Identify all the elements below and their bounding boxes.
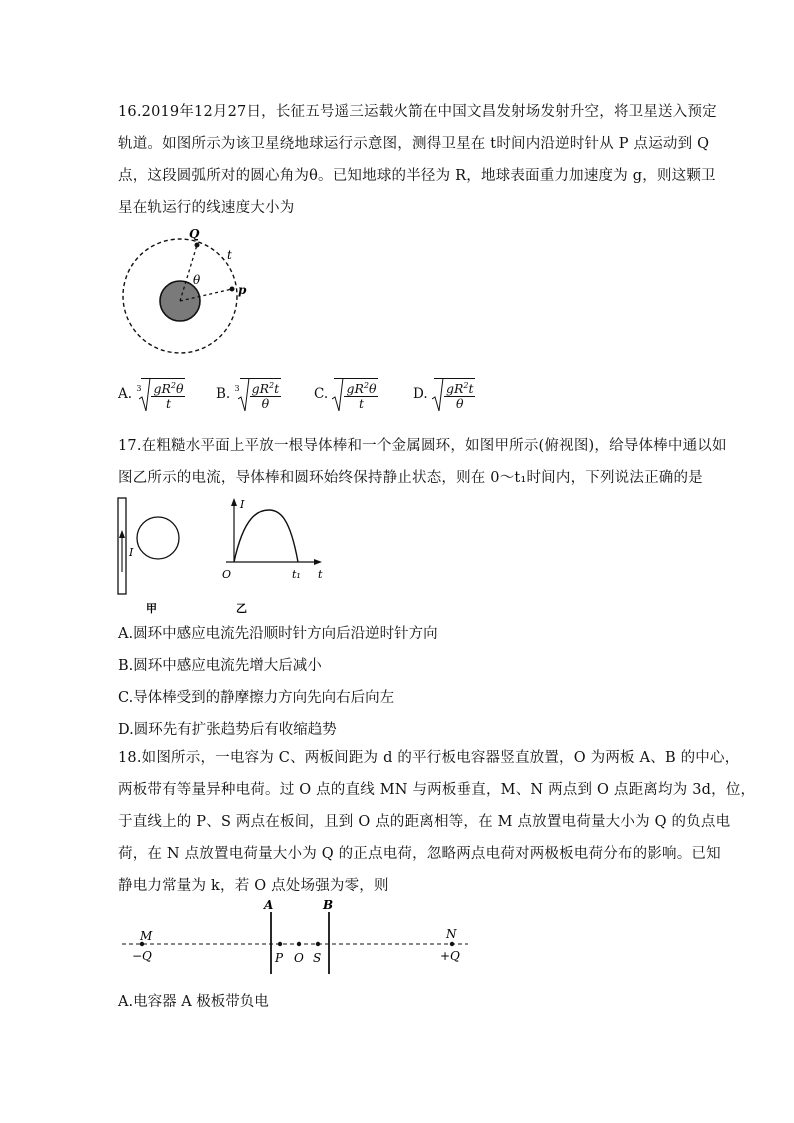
current-curve xyxy=(234,510,298,562)
label-t1: t₁ xyxy=(292,568,301,581)
t-axis-arrow-icon xyxy=(314,559,322,565)
label-p: p xyxy=(238,283,247,297)
satellite-orbit-figure xyxy=(118,222,288,368)
q16-option-a[interactable]: A. 3 $\frac{gR^2\theta}{t}$ xyxy=(118,378,185,411)
q16-line: 星在轨运行的线速度大小为 xyxy=(118,200,295,216)
point-p xyxy=(278,942,282,946)
question-16-text xyxy=(118,96,717,224)
q18-line: 静电力常量为 k，若 O 点处场强为零，则 xyxy=(118,878,389,894)
q18-line: 于直线上的 P、S 两点在板间，且到 O 点的距离相等，在 M 点放置电荷量大小为 Q 的负点电 xyxy=(118,814,731,830)
point-s xyxy=(316,942,320,946)
q17-line: 17.在粗糙水平面上平放一根导体棒和一个金属圆环，如图甲所示(俯视图)，给导体棒中通以如 xyxy=(118,438,727,454)
label-m: M xyxy=(140,929,153,943)
q17-option-c[interactable]: C.导体棒受到的静摩擦力方向先向右后向左 xyxy=(118,690,395,706)
capacitor-figure xyxy=(118,896,478,978)
q16-line: 点，这段圆弧所对的圆心角为θ。已知地球的半径为 R，地球表面重力加速度为 g，则这颗卫 xyxy=(118,168,716,184)
label-q: Q xyxy=(189,227,200,241)
label-p: P xyxy=(275,951,284,965)
caption-jia: 甲 xyxy=(146,602,157,615)
label-t: t xyxy=(227,248,232,262)
q16-option-d[interactable]: D. $\frac{gR^2t}{\theta}$ xyxy=(413,378,475,411)
label-plate-a: A xyxy=(264,898,274,912)
label-s: S xyxy=(313,951,322,965)
point-p xyxy=(230,287,235,292)
q17-line: 图乙所示的电流，导体棒和圆环始终保持静止状态，则在 0～t₁时间内，下列说法正确的是 xyxy=(118,470,703,486)
q16-line: 轨道。如图所示为该卫星绕地球运行示意图，测得卫星在 t时间内沿逆时针从 P 点运动到 Q xyxy=(118,136,710,152)
q18-option-a[interactable]: A.电容器 A 极板带负电 xyxy=(118,994,269,1010)
label-pos-q: +Q xyxy=(440,949,460,963)
q17-option-a[interactable]: A.圆环中感应电流先沿顺时针方向后沿逆时针方向 xyxy=(118,626,438,642)
i-axis-arrow-icon xyxy=(231,498,237,506)
q18-line: 两板带有等量异种电荷。过 O 点的直线 MN 与两板垂直，M、N 两点到 O 点距离均为 3d，位， xyxy=(118,782,756,798)
label-rod-current: I xyxy=(129,546,134,559)
q16-line: 16.2019年12月27日，长征五号遥三运载火箭在中国文昌发射场发射升空，将卫星送入预定 xyxy=(118,104,717,120)
point-o xyxy=(297,942,301,946)
point-q xyxy=(195,243,200,248)
rod-ring-figure xyxy=(112,496,192,618)
q18-line: 荷，在 N 点放置电荷量大小为 Q 的正点电荷，忽略两点电荷对两极板电荷分布的影响。已知 xyxy=(118,846,721,862)
label-theta: θ xyxy=(193,273,201,287)
q17-option-b[interactable]: B.圆环中感应电流先增大后减小 xyxy=(118,658,322,674)
metal-ring xyxy=(137,517,179,559)
point-n xyxy=(450,942,454,946)
q17-option-d[interactable]: D.圆环先有扩张趋势后有收缩趋势 xyxy=(118,722,337,738)
label-neg-q: −Q xyxy=(132,949,152,963)
q16-option-b[interactable]: B. 3 $\frac{gR^2t}{\theta}$ xyxy=(216,378,281,411)
caption-yi: 乙 xyxy=(236,602,247,615)
label-t-axis: t xyxy=(318,568,323,581)
q16-option-c[interactable]: C. $\frac{gR^2\theta}{t}$ xyxy=(314,378,378,411)
q18-line: 18.如图所示，一电容为 C、两板间距为 d 的平行板电容器竖直放置，O 为两板 A、B 的中心， xyxy=(118,750,740,766)
label-i-axis: I xyxy=(240,498,245,511)
label-origin: O xyxy=(222,568,232,581)
label-o: O xyxy=(294,951,304,965)
label-plate-b: B xyxy=(323,898,334,912)
label-n: N xyxy=(446,927,457,941)
question-17-text xyxy=(118,430,727,494)
current-time-graph xyxy=(218,496,338,618)
question-18-text xyxy=(118,742,756,902)
